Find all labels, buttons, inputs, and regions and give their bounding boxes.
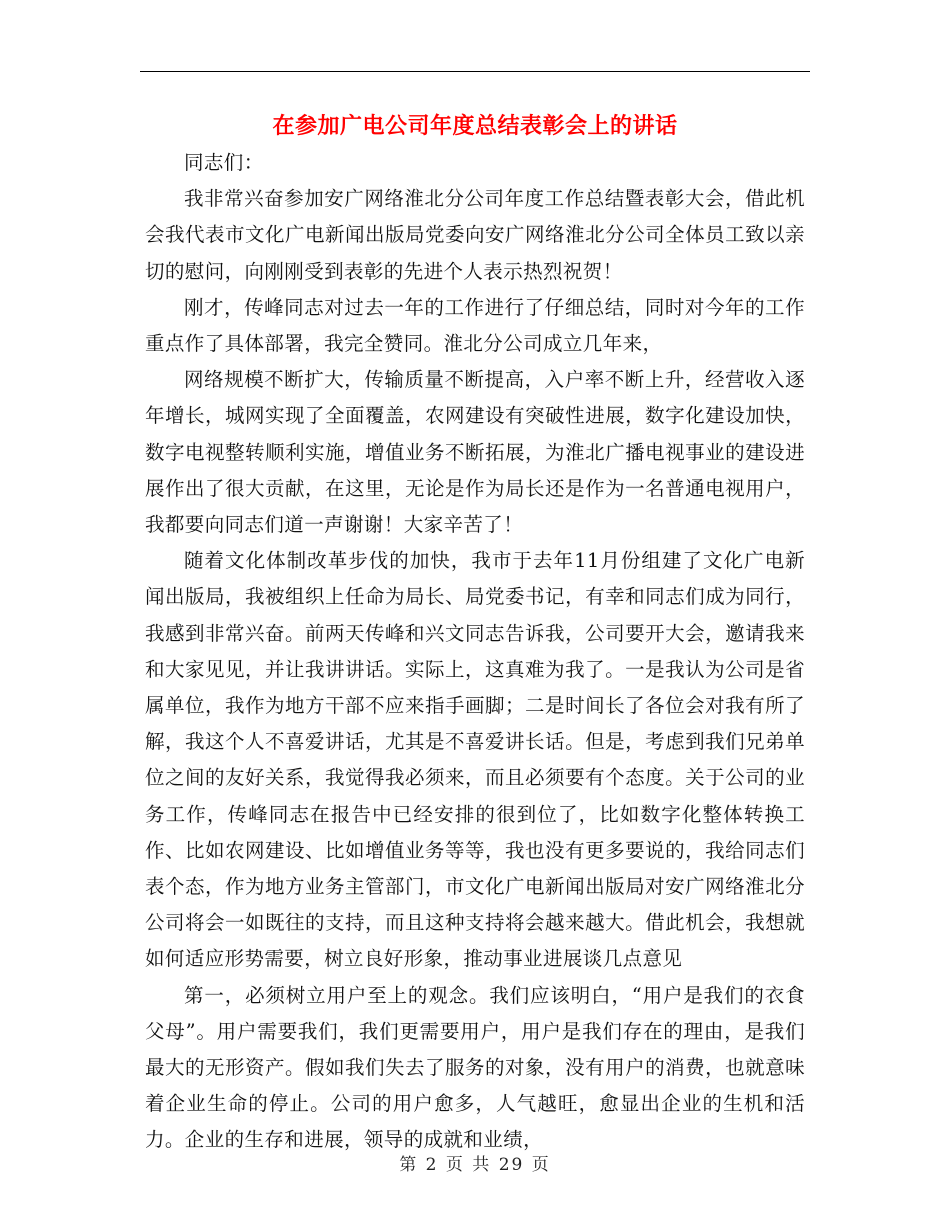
paragraph-5: 第一，必须树立用户至上的观念。我们应该明白，“用户是我们的衣食父母”。用户需要我们，我们更需要用户，用户是我们存在的理由，是我们最大的无形资产。假如我们失去了服务的对象，没有用户的消费，也就意味着企业生命的停止。公司的用户愈多，人气越旺，愈显出企业的生机和活力。企业的生存和进展，领导的成就和业绩， — [145, 983, 805, 1152]
paragraph-salutation: 同志们： — [184, 151, 264, 174]
document-body — [145, 145, 805, 1159]
paragraph-3: 网络规模不断扩大，传输质量不断提高，入户率不断上升，经营收入逐年增长，城网实现了全面覆盖，农网建设有突破性进展，数字化建设加快，数字电视整转顺利实施，增值业务不断拓展，为淮北广播电视事业的建设进展作出了很大贡献，在这里，无论是作为局长还是作为一名普通电视用户，我都要向同志们道一声谢谢！大家辛苦了！ — [145, 368, 805, 537]
page-number-footer: 第 2 页 共 29 页 — [399, 1155, 551, 1175]
document-title: 在参加广电公司年度总结表彰会上的讲话 — [272, 113, 678, 139]
paragraph-2: 刚才，传峰同志对过去一年的工作进行了仔细总结，同时对今年的工作重点作了具体部署，我完全赞同。淮北分公司成立几年来， — [145, 295, 805, 356]
header-rule — [140, 71, 810, 72]
paragraph-1: 我非常兴奋参加安广网络淮北分公司年度工作总结暨表彰大会，借此机会我代表市文化广电新闻出版局党委向安广网络淮北分公司全体员工致以亲切的慰问，向刚刚受到表彰的先进个人表示热烈祝贺！ — [145, 187, 805, 283]
paragraph-4: 随着文化体制改革步伐的加快，我市于去年11月份组建了文化广电新闻出版局，我被组织上任命为局长、局党委书记，有幸和同志们成为同行，我感到非常兴奋。前两天传峰和兴文同志告诉我，公司要开大会，邀请我来和大家见见，并让我讲讲话。实际上，这真难为我了。一是我认为公司是省属单位，我作为地方干部不应来指手画脚；二是时间长了各位会对我有所了解，我这个人不喜爱讲话，尤其是不喜爱讲长话。但是，考虑到我们兄弟单位之间的友好关系，我觉得我必须来，而且必须要有个态度。关于公司的业务工作，传峰同志在报告中已经安排的很到位了，比如数字化整体转换工作、比如农网建设、比如增值业务等等，我也没有更多要说的，我给同志们表个态，作为地方业务主管部门，市文化广电新闻出版局对安广网络淮北分公司将会一如既往的支持，而且这种支持将会越来越大。借此机会，我想就如何适应形势需要，树立良好形象，推动事业进展谈几点意见 — [145, 549, 805, 971]
